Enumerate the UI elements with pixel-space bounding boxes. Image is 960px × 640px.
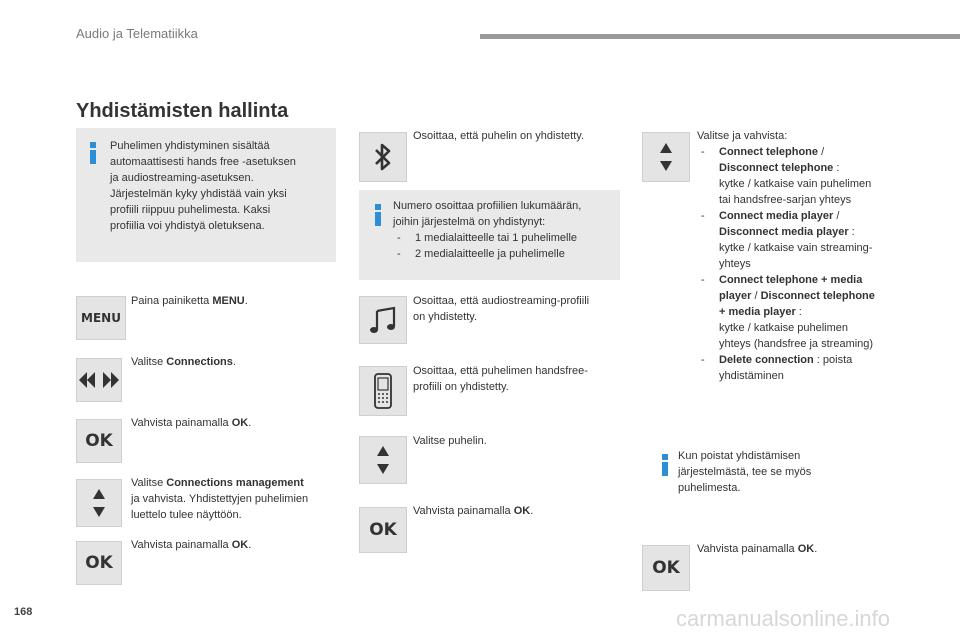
page-number: 168 [14,606,33,618]
menu-button-label: MENU [81,311,121,325]
option-bold: Connect telephone [719,146,819,158]
info-icon [88,142,98,164]
step-bold: OK [797,543,815,555]
step-text: Valitse [131,477,167,489]
page-title: Yhdistämisten hallinta [76,100,289,122]
option-text: : [833,162,840,174]
option-bold: Disconnect media player [719,226,849,238]
step-confirm1-text [131,415,251,431]
option-text: / [833,210,840,222]
audio-streaming-status [359,296,407,344]
step-text: Vahvista painamalla [413,505,514,517]
info-list [393,230,617,262]
step-management-text [131,475,336,523]
option-connect-media-player [697,208,917,272]
handsfree-status [359,366,407,416]
down-arrow-icon [377,464,389,474]
ok-button-label: OK [85,431,113,451]
info-middle-text [393,198,617,262]
info-box-left [76,128,336,262]
option-text: tai handsfree-sarjan yhteys [719,194,852,206]
step-text: . [248,417,252,429]
info-box-middle [359,190,620,280]
option-bold: Delete connection [719,354,814,366]
info-line: Numero osoittaa profiilien lukumäärän, [393,200,582,212]
step-bold: Connections management [166,477,304,489]
option-text: yhteys (handsfree ja streaming) [719,338,874,350]
info-line: automaattisesti hands free -asetuksen [110,156,296,168]
bluetooth-icon [373,142,393,172]
step-menu-text [131,293,248,309]
ok-button[interactable] [359,507,407,553]
info-line: Puhelimen yhdistyminen sisältää [110,140,270,152]
watermark: carmanualsonline.info [676,606,891,631]
up-down-button[interactable] [76,479,122,527]
audio-text [413,293,623,325]
note-line: puhelimesta. [678,482,741,494]
step-text: . [232,356,236,368]
list-item: - 1 medialaitteelle tai 1 puhelimelle [393,230,617,246]
option-delete-connection [697,352,917,384]
select-phone-text [413,433,487,449]
step-bold: OK [513,505,531,517]
right-confirm-text [697,541,817,557]
option-bold: Connect media player [719,210,834,222]
phone-handset-icon [373,373,393,409]
step-confirm2-text [131,537,251,553]
option-text: : [848,226,855,238]
step-bold: MENU [212,295,245,307]
info-line: profiilia voi yhdistyä oletuksena. [110,220,265,232]
info-icon [373,204,383,226]
ok-button-label: OK [369,520,397,540]
option-text: kytke / katkaise vain streaming- [719,242,873,254]
seek-arrows-button[interactable] [76,358,122,402]
up-down-button[interactable] [359,436,407,484]
down-arrow-icon [660,161,672,171]
left-right-arrows-icon [79,372,119,388]
ok-button[interactable] [76,419,122,463]
info-line: profiili riippuu puhelimesta. Kaksi [110,204,271,216]
option-text: : poista [813,354,853,366]
step-text: Vahvista painamalla [697,543,798,555]
info-line: joihin järjestelmä on yhdistynyt: [393,216,546,228]
step-text: Osoittaa, että puhelimen handsfree- [413,365,588,377]
step-text: Vahvista painamalla [131,539,232,551]
option-text: : [795,306,802,318]
ok-button-label: OK [85,553,113,573]
step-text: ja vahvista. Yhdistettyjen puhelimien [131,493,309,505]
menu-button[interactable] [76,296,126,340]
step-bold: OK [231,417,249,429]
step-text: . [244,295,248,307]
info-line: Järjestelmän kyky yhdistää vain yksi [110,188,287,200]
option-text: / [751,290,761,302]
bluetooth-status [359,132,407,182]
bluetooth-text [413,128,584,144]
note-line: järjestelmästä, tee se myös [678,466,812,478]
option-bold: Connect telephone + media [719,274,863,286]
step-bold: OK [231,539,249,551]
step-text: luettelo tulee näyttöön. [131,509,242,521]
option-bold: Disconnect telephone [760,290,875,302]
options-heading: Valitse ja vahvista: [697,130,788,142]
note-text [678,448,908,496]
ok-button-label: OK [652,558,680,578]
options-text [697,128,917,384]
header-title: Audio ja Telematiikka [76,26,198,41]
handsfree-text [413,363,623,395]
note-line: Kun poistat yhdistämisen [678,450,801,462]
step-bold: Connections [166,356,233,368]
step-text: profiili on yhdistetty. [413,381,509,393]
up-arrow-icon [377,446,389,456]
step-text: . [248,539,252,551]
ok-button[interactable] [642,545,690,591]
middle-confirm-text [413,503,533,519]
step-text: . [814,543,818,555]
option-bold: player [719,290,752,302]
up-arrow-icon [660,143,672,153]
step-text: Osoittaa, että audiostreaming-profiili [413,295,590,307]
header-bar [480,34,960,39]
option-connect-telephone-media [697,272,917,352]
ok-button[interactable] [76,541,122,585]
step-text: on yhdistetty. [413,311,477,323]
info-left-text [110,138,332,234]
list-item: - 2 medialaitteelle ja puhelimelle [393,246,617,262]
option-bold: Disconnect telephone [719,162,834,174]
step-text: Vahvista painamalla [131,417,232,429]
up-down-button[interactable] [642,132,690,182]
options-list [697,144,917,384]
info-box-right [642,440,918,516]
option-text: kytke / katkaise vain puhelimen [719,178,872,190]
option-text: yhteys [719,258,751,270]
down-arrow-icon [93,507,105,517]
info-line: ja audiostreaming-asetuksen. [110,172,254,184]
option-bold: + media player [719,306,796,318]
option-text: / [818,146,825,158]
step-text: Valitse [131,356,167,368]
step-connections-text [131,354,236,370]
step-text: Osoittaa, että puhelin on yhdistetty. [413,130,585,142]
info-icon [660,454,670,476]
option-text: yhdistäminen [719,370,784,382]
up-arrow-icon [93,489,105,499]
music-note-icon [368,305,398,335]
option-text: kytke / katkaise puhelimen [719,322,849,334]
step-text: Paina painiketta [131,295,213,307]
option-connect-telephone [697,144,917,208]
step-text: Valitse puhelin. [413,435,487,447]
step-text: . [530,505,534,517]
